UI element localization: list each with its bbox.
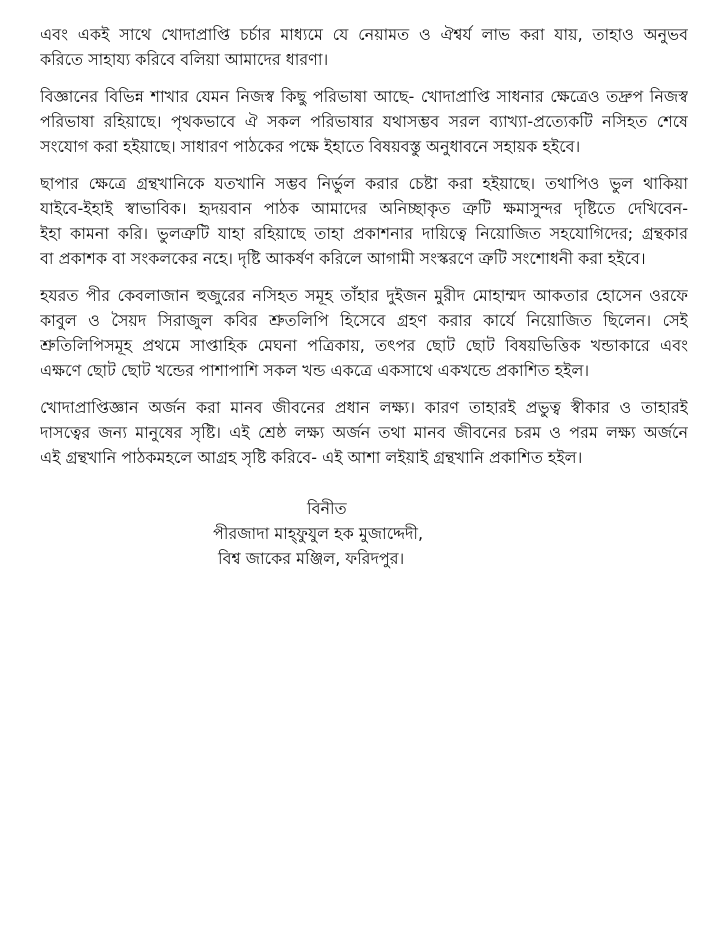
paragraph (40, 84, 688, 159)
text-line: দাসত্বের জন্য মানুষের সৃষ্টি। এই শ্রেষ্ঠ লক্ষ্য অর্জন তথা মানব জীবনের চরম ও পরম লক্ষ্য অর্জনে (40, 423, 688, 442)
text-line: এক্ষণে ছোট ছোট খন্ডের পাশাপাশি সকল খন্ড একত্রে একসাথে একখন্ডে প্রকাশিত হইল। (40, 361, 590, 380)
text-line: হযরত পীর কেবলাজান হুজুরের নসিহত সমূহ তাঁহার দুইজন মুরীদ মোহাম্মদ আকতার হোসেন ওরফে (40, 286, 688, 305)
text-line: ছাপার ক্ষেত্রে গ্রন্থখানিকে যতখানি সম্ভব নির্ভুল করার চেষ্টা করা হইয়াছে। তথাপিও ভুল থাকিয়া (40, 174, 688, 193)
text-line: করিতে সাহায্য করিবে বলিয়া আমাদের ধারণা। (40, 50, 329, 69)
paragraph (40, 395, 688, 470)
signature-closing: বিনীত (307, 499, 347, 518)
text-line: এই গ্রন্থখানি পাঠকমহলে আগ্রহ সৃষ্টি করিবে- এই আশা লইয়াই গ্রন্থখানি প্রকাশিত হইল। (40, 448, 583, 467)
document-body (40, 22, 688, 482)
text-line: ইহা কামনা করি। ভুলত্রুটি যাহা রহিয়াছে তাহা প্রকাশনার দায়িত্বে নিয়োজিত সহযোগিদের; গ্রন্থকার (40, 224, 688, 243)
text-line: বিজ্ঞানের বিভিন্ন শাখার যেমন নিজস্ব কিছু পরিভাষা আছে- খোদাপ্রাপ্তি সাধনার ক্ষেত্রেও তদ্রুপ নিজস্ব (40, 87, 688, 106)
text-line: শ্রুতিলিপিসমূহ প্রথমে সাপ্তাহিক মেঘনা পত্রিকায়, তৎপর ছোট ছোট বিষয়ভিত্তিক খন্ডাকারে এবং (40, 336, 688, 355)
text-line: সংযোগ করা হইয়াছে। সাধারণ পাঠকের পক্ষে ইহাতে বিষয়বস্তু অনুধাবনে সহায়ক হইবে। (40, 137, 581, 156)
signature-name: পীরজাদা মাহ্ফুযুল হক মুজাদ্দেদী, (213, 524, 424, 543)
paragraph (40, 283, 688, 383)
text-line: যাইবে-ইহাই স্বাভাবিক। হৃদয়বান পাঠক আমাদের অনিচ্ছাকৃত ত্রুটি ক্ষমাসুন্দর দৃষ্টিতে দেখিবেন- (40, 199, 688, 218)
paragraph (40, 22, 688, 72)
text-line: খোদাপ্রাপ্তিজ্ঞান অর্জন করা মানব জীবনের প্রধান লক্ষ্য। কারণ তাহারই প্রভুত্ব স্বীকার ও তাহারই (40, 398, 688, 417)
signature-address: বিশ্ব জাকের মঞ্জিল, ফরিদপুর। (218, 549, 405, 568)
text-line: বা প্রকাশক বা সংকলকের নহে। দৃষ্টি আকর্ষণ করিলে আগামী সংস্করণে ত্রুটি সংশোধনী করা হইবে। (40, 249, 646, 268)
text-line: পরিভাষা রহিয়াছে। পৃথকভাবে ঐ সকল পরিভাষার যথাসম্ভব সরল ব্যাখ্যা-প্রত্যেকটি নসিহত শেষে (40, 112, 688, 131)
paragraph (40, 171, 688, 271)
text-line: কাবুল ও সৈয়দ সিরাজুল কবির শ্রুতলিপি হিসেবে গ্রহণ করার কার্যে নিয়োজিত ছিলেন। সেই (40, 311, 688, 330)
text-line: এবং একই সাথে খোদাপ্রাপ্তি চর্চার মাধ্যমে যে নেয়ামত ও ঐশ্বর্য লাভ করা যায়, তাহাও অনুভব (40, 25, 688, 44)
